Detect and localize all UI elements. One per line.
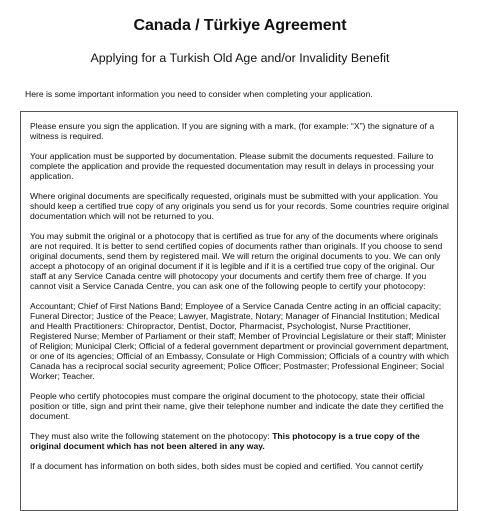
paragraph-both-sides: If a document has information on both sides, both sides must be copied and certified. You cannot certify (30, 460, 424, 471)
paragraph-documentation: Your application must be supported by documentation. Please submit the documents requested. Failure to complete the application and provide the requested documentation may result in delays in processing your application. (30, 150, 435, 181)
paragraph-signature: Please ensure you sign the application. If you are signing with a mark, (for example: “X”) the signature of a witness is required. (30, 121, 435, 142)
intro-text: Here is some important information you need to consider when completing your application. (25, 89, 373, 99)
statement-lead: They must also write the following statement on the photocopy: (30, 430, 273, 441)
paragraph-statement (30, 431, 449, 451)
statement-text: This photocopy is a true copy of the original document which has not been altered in any way. (30, 430, 420, 451)
paragraph-certifiers-list: Accountant; Chief of First Nations Band; Employee of a Service Canada Centre acting in an official capacity; Funeral Director; Justice of the Peace; Lawyer, Magistrate, Notary; Manager of Financial Institution; Medical and Health Practitioners: Chiropractor, Dentist, Doctor, Pharmacist, Psychologist, Nurse Practitioner, Registered Nurse; Member of Parliament or their staff; Member of Provincial Legislature or their staff; Minister of Religion; Municipal Clerk; Official of a federal government department or provincial government department, or one of its agencies; Official of an Embassy, Consulate or High Commission; Officials of a country with which Canada has a reciprocal social security agreement; Police Officer; Postmaster; Professional Engineer; Social Worker; Teacher. (30, 300, 449, 382)
document-subtitle: Applying for a Turkish Old Age and/or Invalidity Benefit (90, 51, 390, 65)
paragraph-certification-requirements: People who certify photocopies must compare the original document to the photocopy, state their official position or title, sign and print their name, give their telephone number and indicate the date they certified the document. (30, 391, 444, 422)
information-box (20, 111, 458, 511)
paragraph-originals: Where original documents are specifically requested, originals must be submitted with your application. You should keep a certified true copy of any originals you send us for your records. Some countries require original documentation which will not be returned to you. (30, 190, 449, 221)
document-title: Canada / Türkiye Agreement (133, 17, 347, 34)
paragraph-photocopies: You may submit the original or a photocopy that is certified as true for any of the documents where originals are not required. It is better to send certified copies of documents rather than originals. If you choose to send original documents, send them by registered mail. We will return the original documents to you. We can only accept a photocopy of an original document if it is legible and if it is a certified true copy of the original. Our staff at any Service Canada centre will photocopy your documents and certify them free of charge. If you cannot visit a Service Canada Centre, you can ask one of the following people to certify your photocopy: (30, 230, 443, 291)
